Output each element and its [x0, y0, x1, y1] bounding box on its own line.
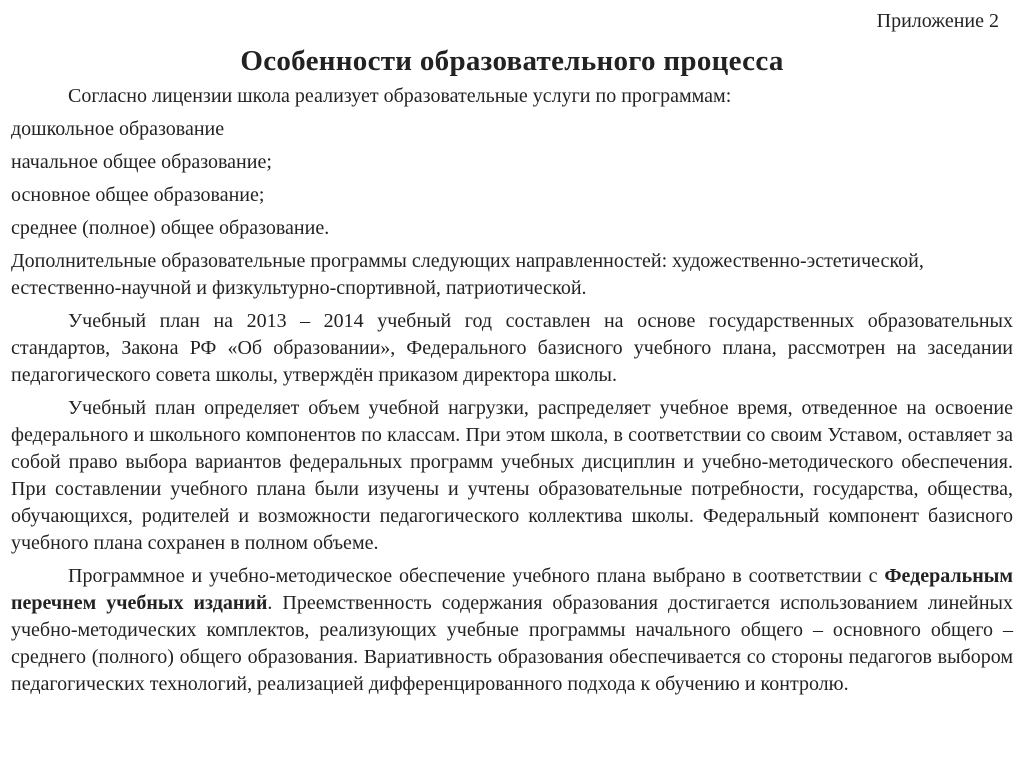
methodology-text-end: . Преемственность содержания образования достигается использованием линейных учебно-методических комплектов, реализующих учебные программы начального общего – основного общего – среднего (полного) общего образования. Вариативность образования обеспечивается со стороны педагогов выбором педагогических технологий, реализацией дифференцированного подхода к обучению и контролю.: [11, 592, 1013, 695]
federal-list-bold: Федеральным перечнем учебных изданий: [11, 565, 1013, 614]
program-item: начальное общее образование;: [11, 151, 272, 173]
additional-programs-paragraph: Дополнительные образовательные программы следующих направленностей: художественно-эстетической, естественно-научной и физкультурно-спортивной, патриотической.: [11, 250, 924, 299]
methodology-paragraph: [11, 563, 1013, 698]
appendix-label: Приложение 2: [876, 10, 999, 32]
program-item: среднее (полное) общее образование.: [11, 217, 330, 239]
page-title: Особенности образовательного процесса: [240, 45, 784, 77]
workload-paragraph: Учебный план определяет объем учебной нагрузки, распределяет учебное время, отведенное на освоение федерального и школьного компонентов по классам. При этом школа, в соответствии со своим Уставом, оставляет за собой право выбора вариантов федеральных программ учебных дисциплин и учебно-методического обеспечения. При составлении учебного плана были изучены и учтены образовательные потребности, государства, общества, обучающихся, родителей и возможности педагогического коллектива школы. Федеральный компонент базисного учебного плана сохранен в полном объеме.: [11, 397, 1013, 554]
curriculum-paragraph: Учебный план на 2013 – 2014 учебный год составлен на основе государственных образовательных стандартов, Закона РФ «Об образовании», Федерального базисного учебного плана, рассмотрен на заседании педагогического совета школы, утверждён приказом директора школы.: [11, 310, 1013, 386]
program-item: дошкольное образование: [11, 118, 225, 140]
intro-paragraph: Согласно лицензии школа реализует образовательные услуги по программам:: [68, 85, 732, 107]
methodology-text-start: Программное и учебно-методическое обеспечение учебного плана выбрано в соответствии с: [68, 565, 885, 587]
program-item: основное общее образование;: [11, 184, 265, 206]
